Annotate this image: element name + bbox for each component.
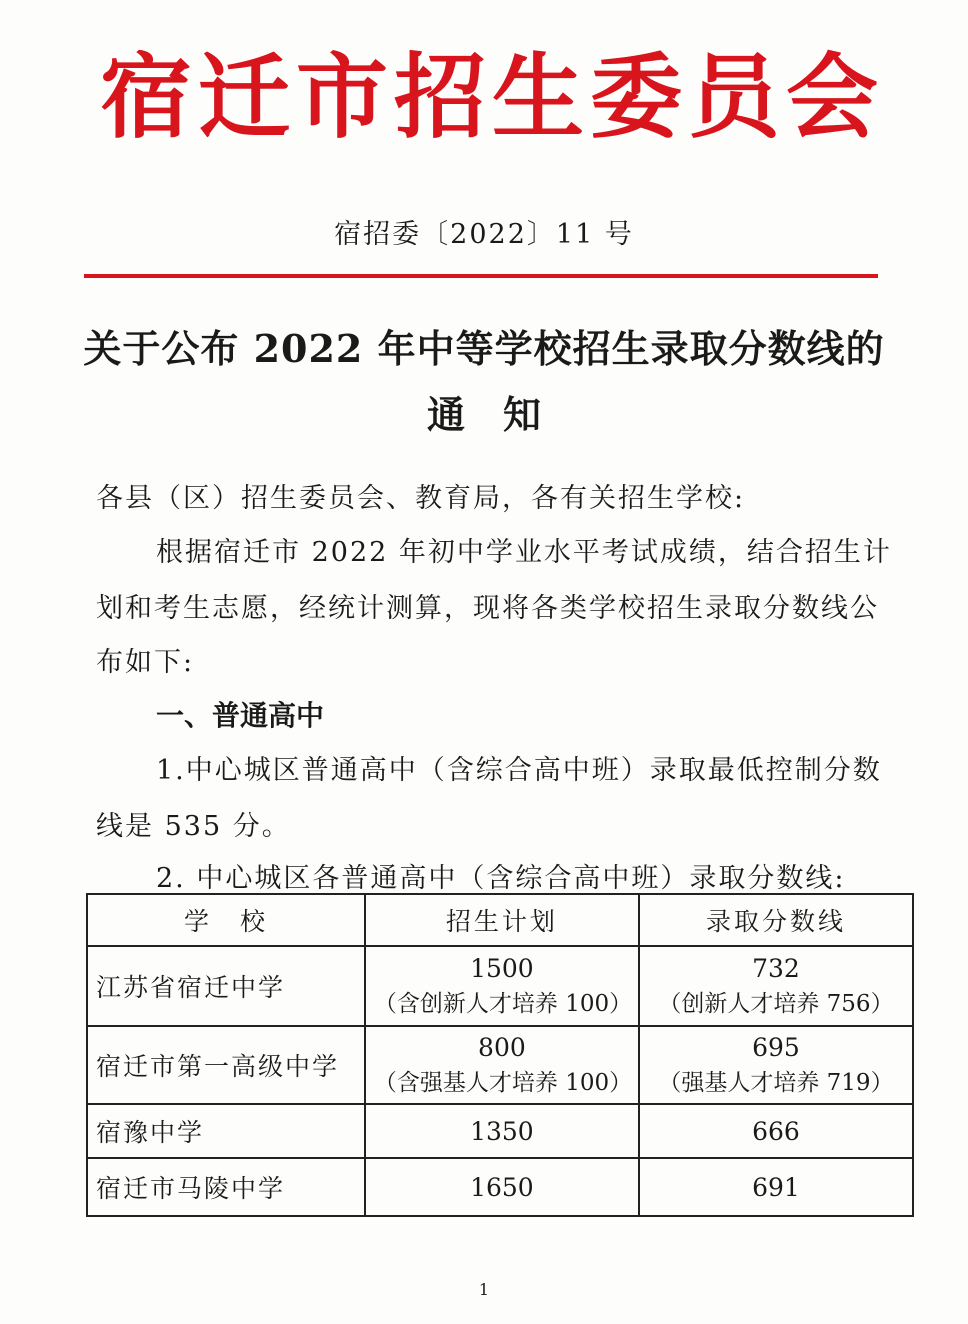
plan-value: 1350 xyxy=(365,1104,639,1158)
page-number: 1 xyxy=(478,1280,490,1299)
score-value: 732 xyxy=(752,954,800,983)
header-score: 录取分数线 xyxy=(639,894,913,946)
item1-line2: 线是 535 分。 xyxy=(96,811,291,842)
addressee: 各县（区）招生委员会、教育局，各有关招生学校: xyxy=(96,483,746,514)
table-header-row xyxy=(87,894,913,946)
school-name: 宿迁市第一高级中学 xyxy=(87,1026,365,1104)
item1-line1: 1.中心城区普通高中（含综合高中班）录取最低控制分数 xyxy=(156,755,882,786)
notice-title-line1: 关于公布 2022 年中等学校招生录取分数线的 xyxy=(83,326,885,371)
school-name: 宿豫中学 xyxy=(87,1104,365,1158)
admission-score-table xyxy=(86,893,914,1217)
intro-paragraph-line1: 根据宿迁市 2022 年初中学业水平考试成绩，结合招生计 xyxy=(156,537,892,568)
plan-cell xyxy=(365,946,639,1026)
document-number: 宿招委〔2022〕11 号 xyxy=(334,219,634,250)
table-row xyxy=(87,1026,913,1104)
intro-paragraph-line3: 布如下: xyxy=(96,647,195,678)
table-row xyxy=(87,946,913,1026)
header-plan: 招生计划 xyxy=(365,894,639,946)
score-value: 691 xyxy=(639,1158,913,1216)
issuer-masthead: 宿迁市招生委员会 xyxy=(100,44,885,151)
section-heading-general-high-school: 一、普通高中 xyxy=(156,699,325,732)
score-cell xyxy=(639,1026,913,1104)
header-school: 学 校 xyxy=(87,894,365,946)
intro-paragraph-line2: 划和考生志愿，经统计测算，现将各类学校招生录取分数线公 xyxy=(96,593,879,624)
plan-value: 800 xyxy=(478,1033,526,1062)
score-value: 666 xyxy=(639,1104,913,1158)
plan-cell xyxy=(365,1026,639,1104)
school-name: 宿迁市马陵中学 xyxy=(87,1158,365,1216)
table-row xyxy=(87,1158,913,1216)
plan-value: 1500 xyxy=(470,954,534,983)
score-cell xyxy=(639,946,913,1026)
score-value: 695 xyxy=(752,1033,800,1062)
red-divider-line xyxy=(84,274,878,278)
table-row xyxy=(87,1104,913,1158)
score-note: （创新人才培养 756） xyxy=(658,991,894,1017)
notice-title-line2: 通 知 xyxy=(426,392,541,437)
plan-note: （含强基人才培养 100） xyxy=(373,1070,633,1096)
plan-value: 1650 xyxy=(365,1158,639,1216)
plan-note: （含创新人才培养 100） xyxy=(373,991,633,1017)
school-name: 江苏省宿迁中学 xyxy=(87,946,365,1026)
item2-heading: 2. 中心城区各普通高中（含综合高中班）录取分数线: xyxy=(156,863,846,894)
score-note: （强基人才培养 719） xyxy=(658,1070,894,1096)
